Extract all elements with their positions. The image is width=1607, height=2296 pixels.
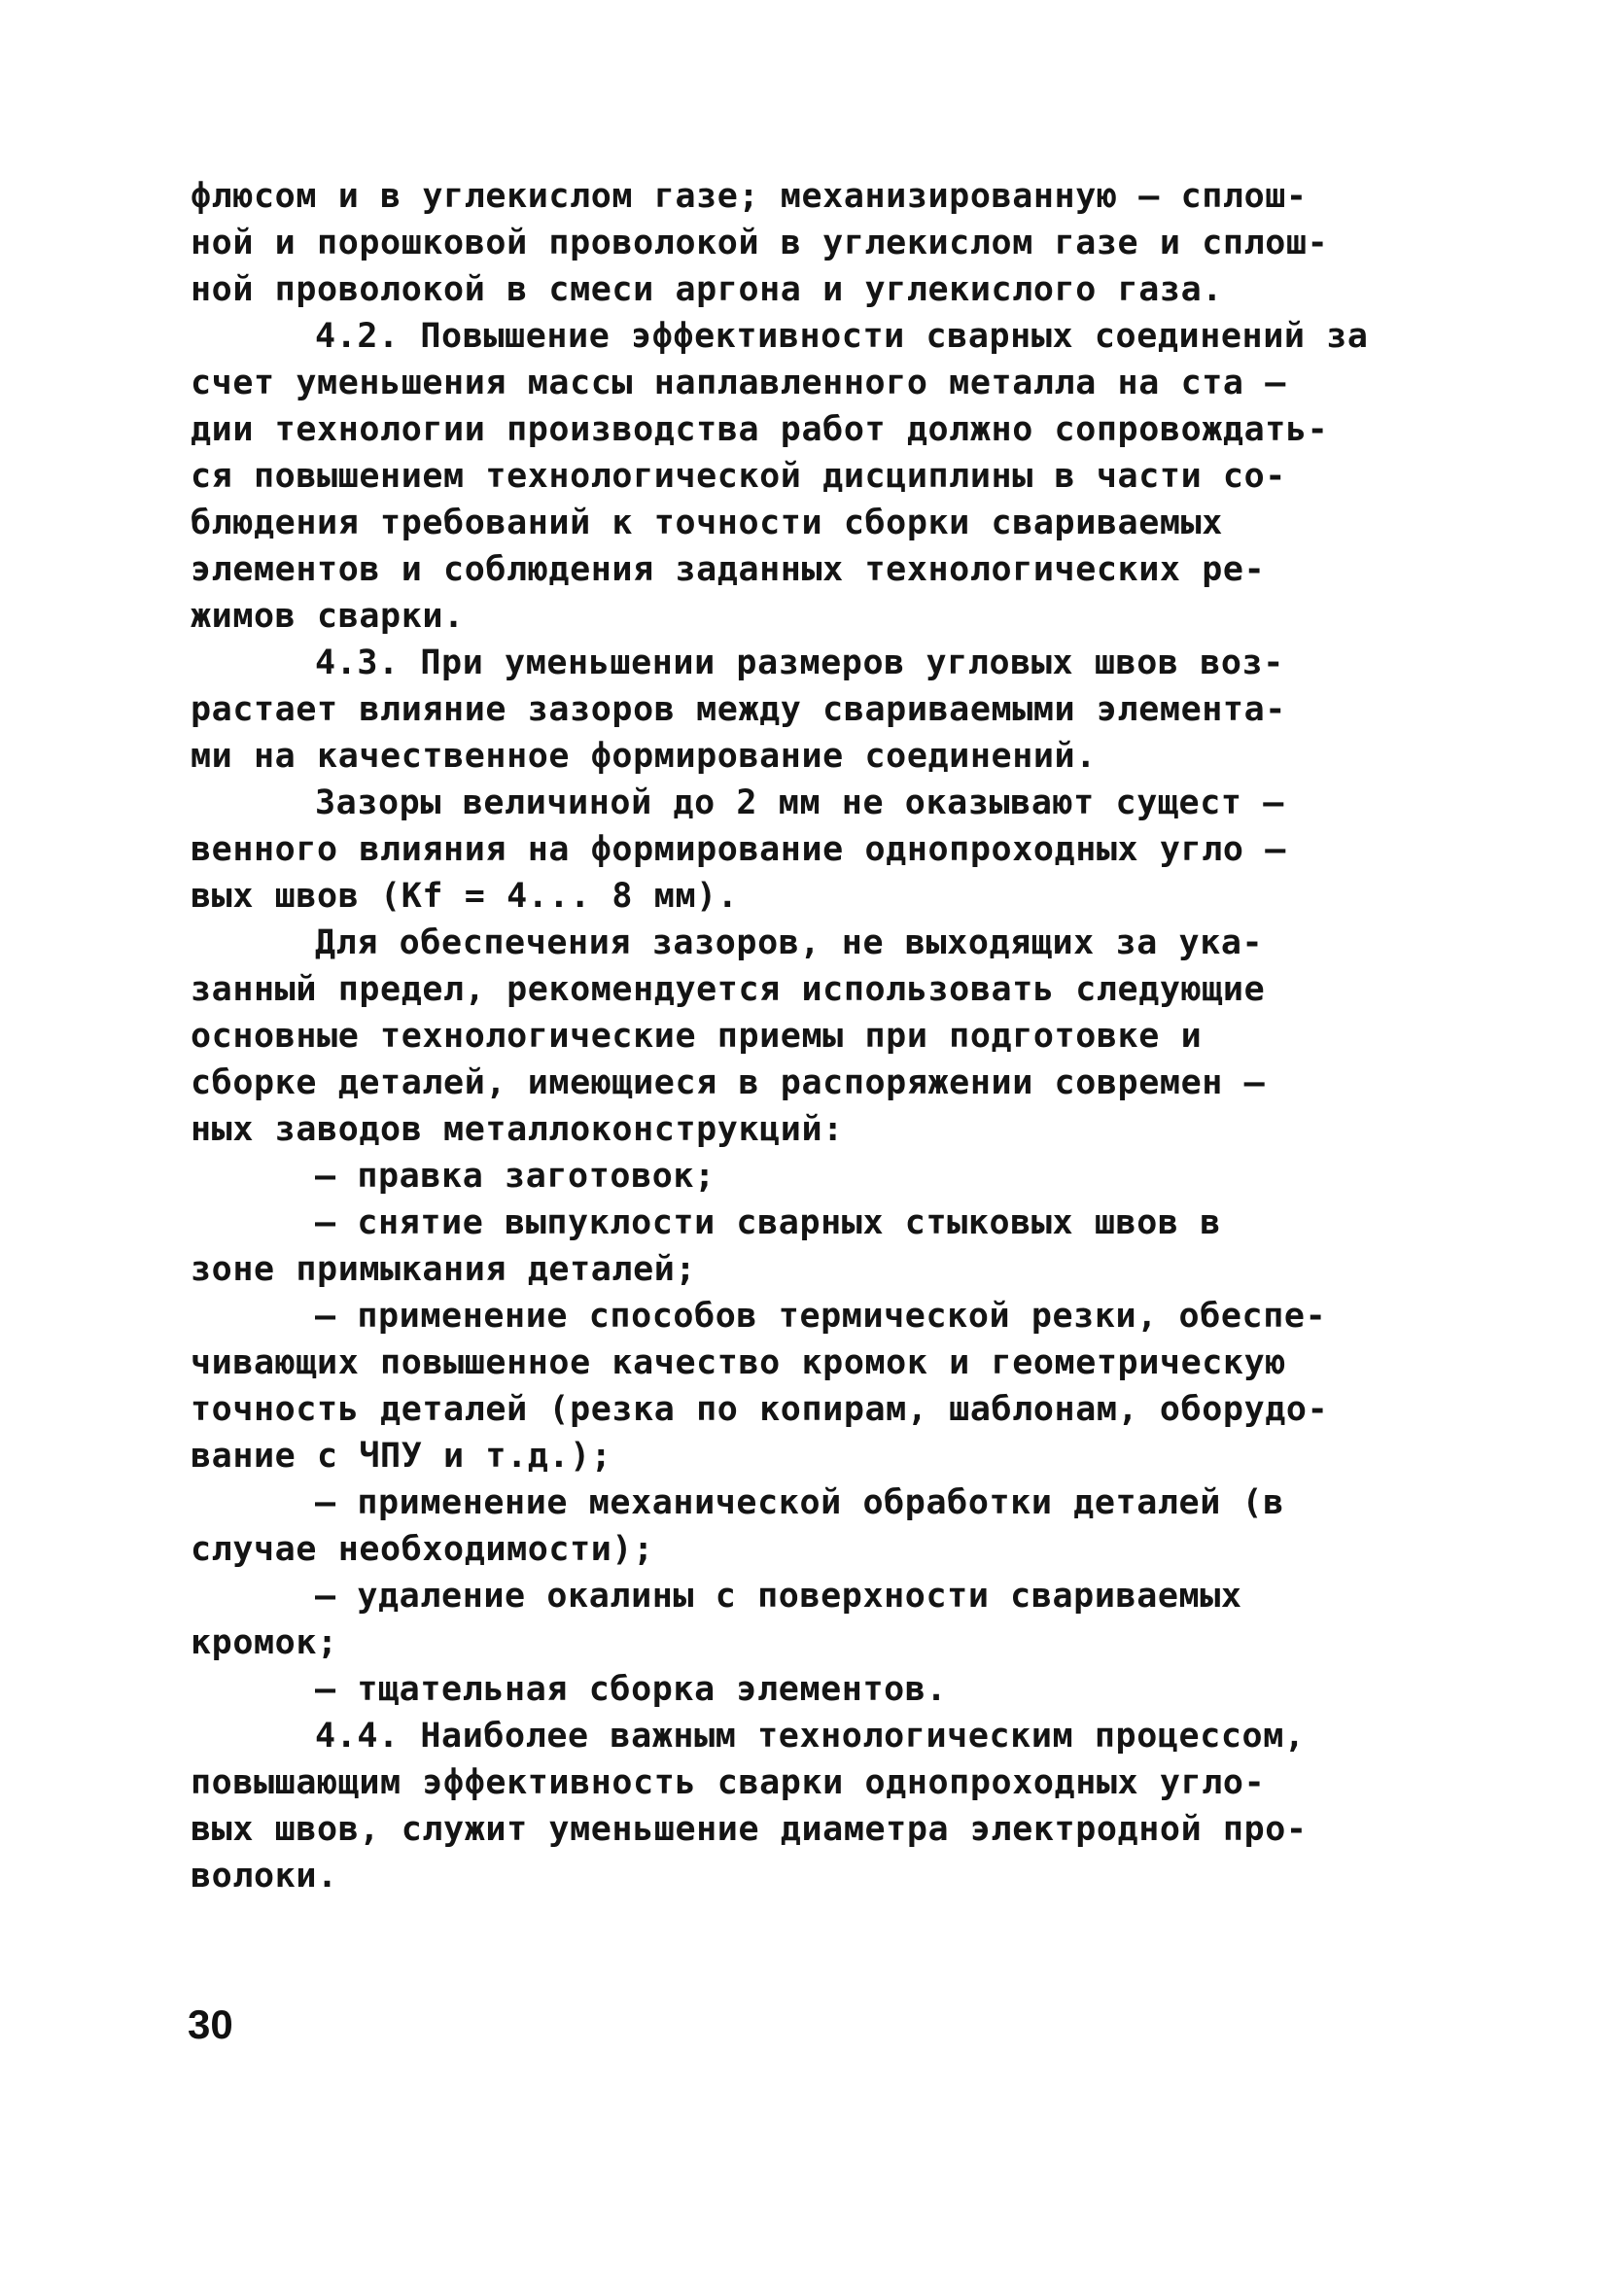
text-line: блюдения требований к точности сборки свариваемых <box>191 504 1223 542</box>
body-text <box>191 173 1476 1899</box>
text-line: кромок; <box>191 1623 338 1662</box>
text-line: вание с ЧПУ и т.д.); <box>191 1437 612 1476</box>
text-line: элементов и соблюдения заданных технологических ре- <box>191 550 1266 589</box>
text-line: занный предел, рекомендуется использовать следующие <box>191 970 1266 1009</box>
text-line: точность деталей (резка по копирам, шаблонам, оборудо- <box>191 1390 1329 1429</box>
list-item: – применение способов термической резки, обеспе- <box>315 1297 1327 1336</box>
text-line: венного влияния на формирование однопроходных угло – <box>191 830 1286 869</box>
paragraph-start: Для обеспечения зазоров, не выходящих за ука- <box>315 923 1264 962</box>
list-item: – тщательная сборка элементов. <box>315 1670 948 1709</box>
text-line: зоне примыкания деталей; <box>191 1250 697 1289</box>
text-line: сборке деталей, имеющиеся в распоряжении современ – <box>191 1063 1266 1102</box>
paragraph-start: Зазоры величиной до 2 мм не оказывают сущест – <box>315 783 1284 822</box>
text-line: дии технологии производства работ должно сопровождать- <box>191 410 1329 449</box>
list-item: – снятие выпуклости сварных стыковых швов в <box>315 1203 1221 1242</box>
text-line: ных заводов металлоконструкций: <box>191 1110 844 1149</box>
text-line: основные технологические приемы при подготовке и <box>191 1017 1203 1056</box>
text-line: растает влияние зазоров между свариваемыми элемента- <box>191 690 1286 729</box>
text-line: счет уменьшения массы наплавленного металла на ста – <box>191 364 1286 402</box>
text-line: ми на качественное формирование соединений. <box>191 737 1097 776</box>
section-4-2-start: 4.2. Повышение эффективности сварных соединений за <box>315 317 1369 356</box>
section-4-3-start: 4.3. При уменьшении размеров угловых швов воз- <box>315 644 1284 682</box>
text-line: жимов сварки. <box>191 597 465 636</box>
text-line: вых швов, служит уменьшение диаметра электродной про- <box>191 1810 1308 1849</box>
text-line: ной проволокой в смеси аргона и углекислого газа. <box>191 270 1223 309</box>
text-line: вых швов (Kf = 4... 8 мм). <box>191 877 739 916</box>
list-item: – правка заготовок; <box>315 1157 716 1196</box>
text-line: чивающих повышенное качество кромок и геометрическую <box>191 1343 1286 1382</box>
text-line: флюсом и в углекислом газе; механизированную – сплош- <box>191 177 1308 216</box>
text-line: случае необходимости); <box>191 1530 654 1569</box>
text-line: ной и порошковой проволокой в углекислом газе и сплош- <box>191 224 1329 262</box>
list-item: – удаление окалины с поверхности свариваемых <box>315 1577 1242 1616</box>
page-number: 30 <box>188 2001 233 2047</box>
section-4-4-start: 4.4. Наиболее важным технологическим процессом, <box>315 1717 1306 1756</box>
text-line: ся повышением технологической дисциплины в части со- <box>191 457 1286 496</box>
text-line: повышающим эффективность сварки однопроходных угло- <box>191 1763 1266 1802</box>
text-line: волоки. <box>191 1857 338 1896</box>
list-item: – применение механической обработки деталей (в <box>315 1483 1284 1522</box>
